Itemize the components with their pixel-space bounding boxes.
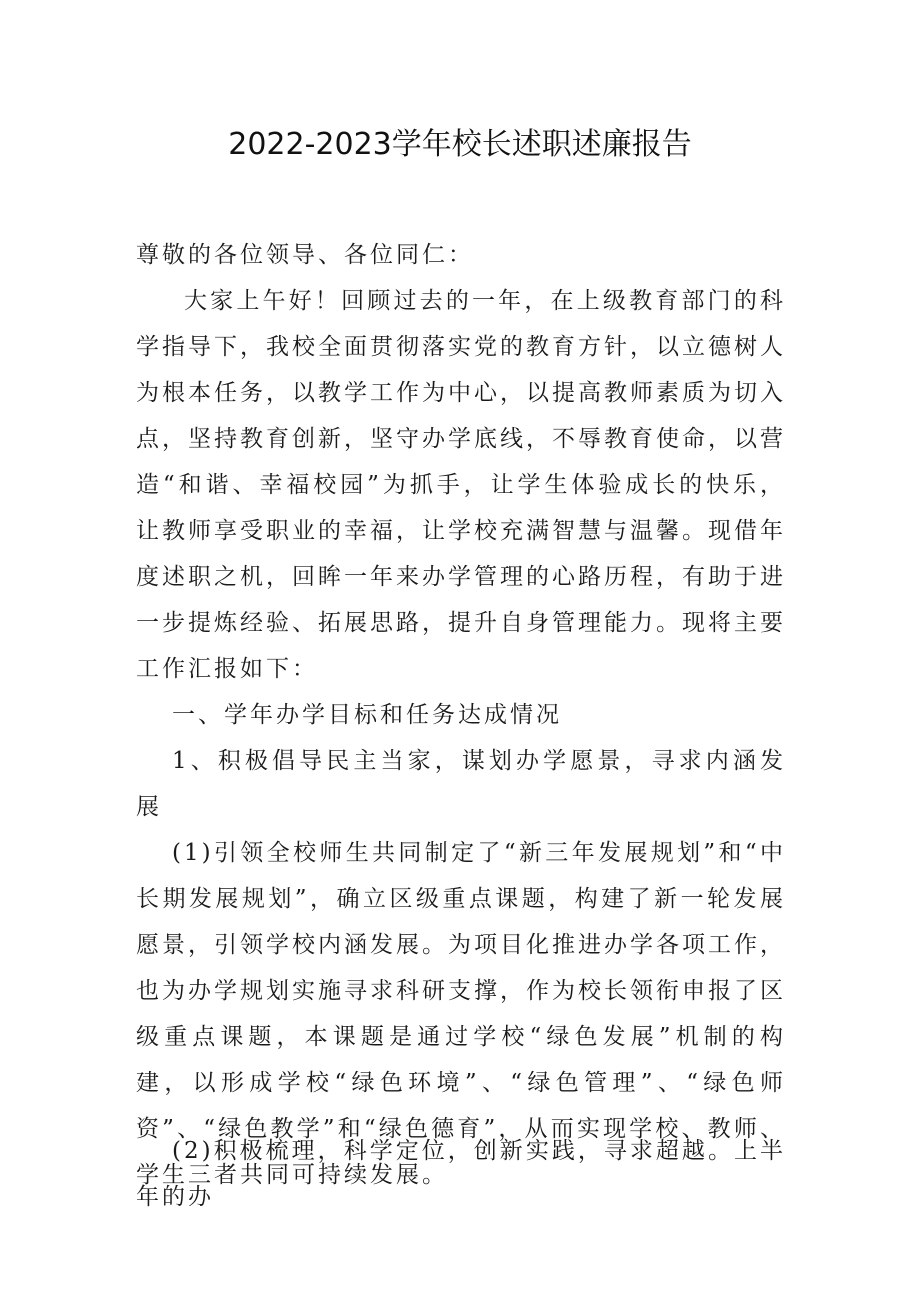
item-paragraph-1: (1)引领全校师生共同制定了“新三年发展规划”和“中长期发展规划”，确立区级重点课题，构建了新一轮发展愿景，引领学校内涵发展。为项目化推进办学各项工作，也为办学规划实施寻求科研支撑，作为校长领衔申报了区级重点课题，本课题是通过学校“绿色发展”机制的构建，以形成学校“绿色环境”、“绿色管理”、“绿色师资”、“绿色教学”和“绿色德育”，从而实现学校、教师、学生三者共同可持续发展。	[136, 840, 786, 1188]
item-paragraph-2: (2)积极梳理，科学定位，创新实践，寻求超越。上半年的办	[136, 1138, 786, 1210]
document-body-top	[136, 232, 786, 1198]
section-heading-1: 一、学年办学目标和任务达成情况	[172, 702, 562, 728]
greeting: 尊敬的各位领导、各位同仁：	[136, 242, 474, 268]
subsection-heading-1: 1、积极倡导民主当家，谋划办学愿景，寻求内涵发展	[136, 748, 786, 820]
intro-paragraph: 大家上午好！回顾过去的一年，在上级教育部门的科学指导下，我校全面贯彻落实党的教育方针，以立德树人为根本任务，以教学工作为中心，以提高教师素质为切入点，坚持教育创新，坚守办学底线，不辱教育使命，以营造“和谐、幸福校园”为抓手，让学生体验成长的快乐，让教师享受职业的幸福，让学校充满智慧与温馨。现借年度述职之机，回眸一年来办学管理的心路历程，有助于进一步提炼经验、拓展思路，提升自身管理能力。现将主要工作汇报如下：	[136, 288, 786, 682]
document-title: 2022-2023学年校长述职述廉报告	[228, 127, 692, 162]
document-body-bottom	[136, 1128, 786, 1220]
